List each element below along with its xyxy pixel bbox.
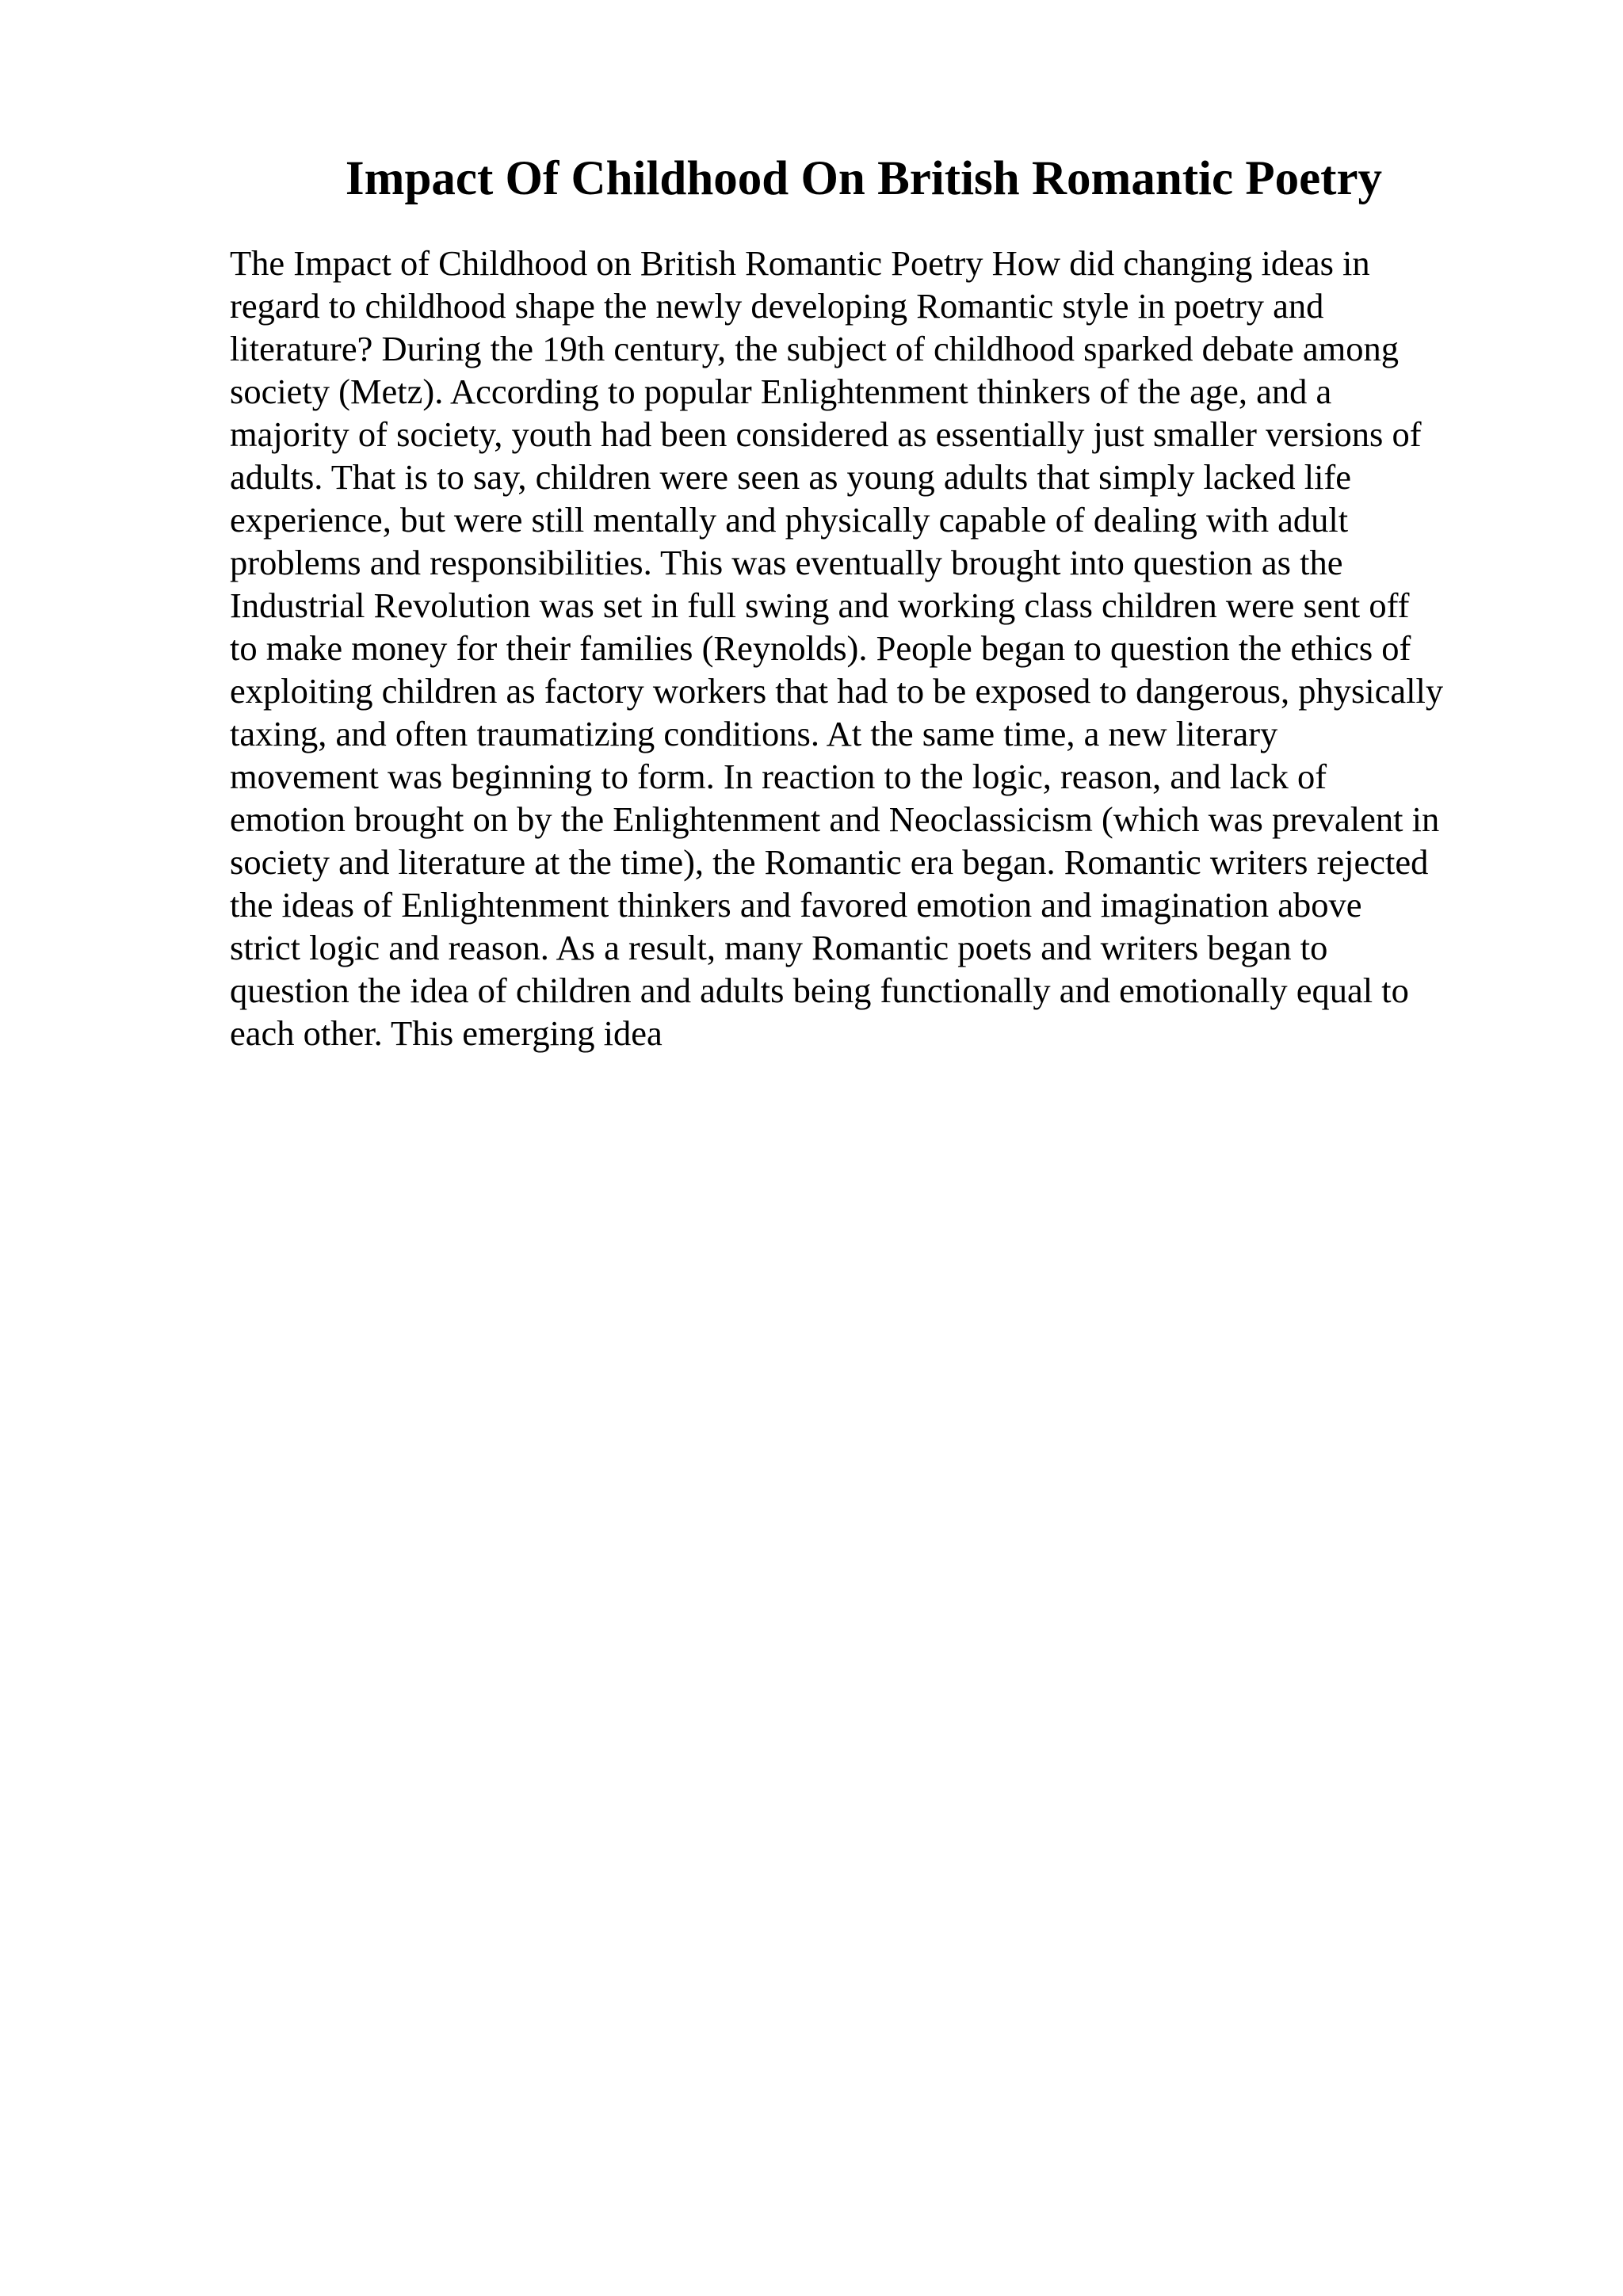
document-title: Impact Of Childhood On British Romantic Poetry bbox=[345, 152, 1383, 205]
body-line: each other. This emerging idea bbox=[230, 1013, 663, 1053]
body-line: regard to childhood shape the newly developing Romantic style in poetry and bbox=[230, 286, 1324, 326]
body-line: Industrial Revolution was set in full swing and working class children were sent off bbox=[230, 585, 1410, 625]
body-line: question the idea of children and adults being functionally and emotionally equal to bbox=[230, 971, 1409, 1010]
body-line: problems and responsibilities. This was eventually brought into question as the bbox=[230, 543, 1343, 582]
body-line: majority of society, youth had been considered as essentially just smaller versions of bbox=[230, 414, 1422, 454]
body-line: exploiting children as factory workers that had to be exposed to dangerous, physically bbox=[230, 671, 1444, 711]
body-line: strict logic and reason. As a result, many Romantic poets and writers began to bbox=[230, 928, 1328, 967]
body-line: society (Metz). According to popular Enlightenment thinkers of the age, and a bbox=[230, 372, 1332, 411]
body-line: adults. That is to say, children were seen as young adults that simply lacked life bbox=[230, 457, 1352, 497]
body-line: the ideas of Enlightenment thinkers and favored emotion and imagination above bbox=[230, 885, 1362, 925]
body-line: society and literature at the time), the Romantic era began. Romantic writers rejected bbox=[230, 842, 1429, 882]
body-line: The Impact of Childhood on British Romantic Poetry How did changing ideas in bbox=[230, 243, 1370, 283]
body-line: emotion brought on by the Enlightenment and Neoclassicism (which was prevalent in bbox=[230, 799, 1440, 839]
body-line: taxing, and often traumatizing conditions. At the same time, a new literary bbox=[230, 714, 1278, 753]
body-line: movement was beginning to form. In reaction to the logic, reason, and lack of bbox=[230, 757, 1327, 796]
body-line: experience, but were still mentally and physically capable of dealing with adult bbox=[230, 500, 1349, 540]
document-body bbox=[230, 242, 1498, 1055]
body-line: to make money for their families (Reynolds). People began to question the ethics of bbox=[230, 628, 1411, 668]
body-line: literature? During the 19th century, the subject of childhood sparked debate among bbox=[230, 329, 1400, 368]
